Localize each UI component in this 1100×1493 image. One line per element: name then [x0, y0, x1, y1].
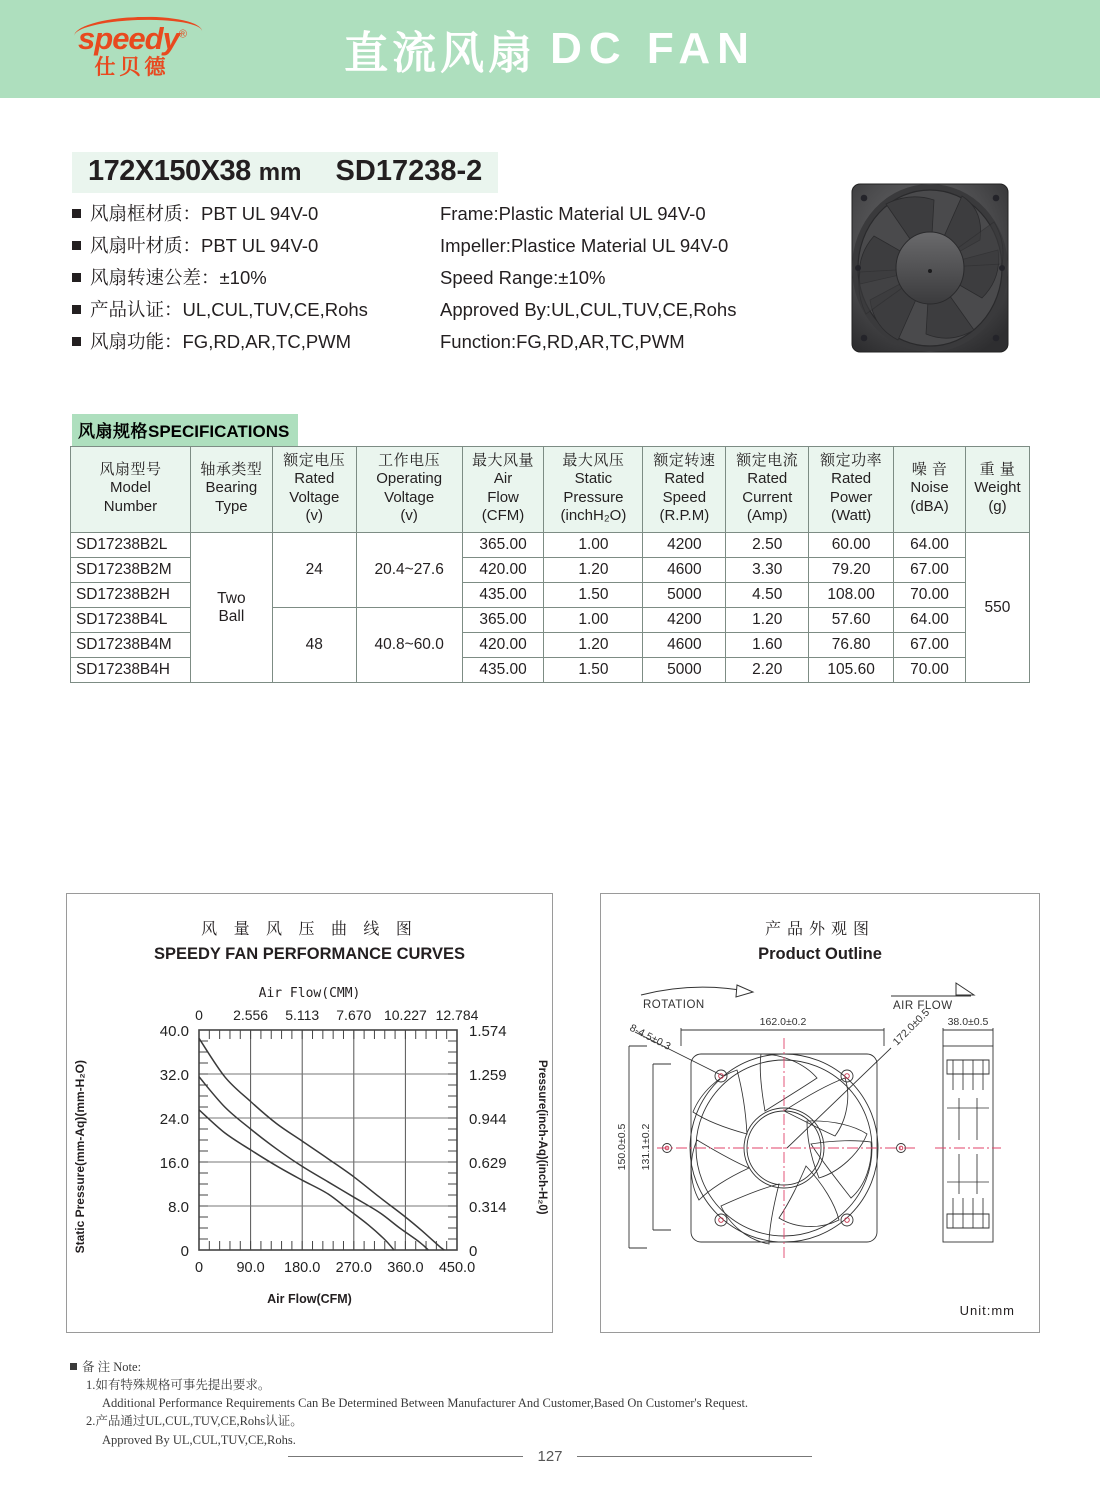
cell-static-pressure: 1.50: [544, 658, 643, 683]
col-header-en: (inchH₂O): [560, 506, 627, 524]
col-header-noise: [894, 447, 966, 533]
col-header-en: Model: [110, 479, 151, 497]
col-header-air-flow: [462, 447, 544, 533]
cell-rated-power: 79.20: [809, 558, 894, 583]
notes-heading-cn: 备 注: [82, 1360, 111, 1374]
dim-holes-label: 8-4.5±0.3: [627, 1021, 673, 1053]
svg-text:16.0: 16.0: [159, 1155, 189, 1172]
spec-label-cn: 风扇转速公差：±10%: [90, 267, 267, 288]
dim-height-label: 150.0±0.5: [616, 1123, 628, 1171]
cell-rated-power: 60.00: [809, 533, 894, 558]
col-header-en: Bearing: [205, 479, 258, 497]
dim-diagonal-label: 172.0±0.5: [890, 1006, 933, 1049]
cell-static-pressure: 1.20: [544, 558, 643, 583]
svg-text:0: 0: [469, 1243, 478, 1260]
cell-air-flow: 365.00: [462, 533, 544, 558]
chart-y-axis-label-left: Static Pressure(mm-Aq)(mm-H₂O): [73, 1060, 87, 1254]
spec-label-en: Frame:Plastic Material UL 94V-0: [440, 203, 706, 224]
page-header: [0, 0, 1100, 98]
col-header-cn: 重 量: [979, 461, 1016, 479]
note-item-1-en: Additional Performance Requirements Can Be Determined Between Manufacturer And Customer,Based On Customer's Request.: [102, 1396, 749, 1411]
svg-text:7.670: 7.670: [336, 1007, 372, 1023]
cell-rated-speed: 4600: [643, 633, 726, 658]
spec-label-en: Speed Range:±10%: [440, 267, 606, 288]
logo-word-text: speedy: [78, 20, 179, 56]
spec-table-title-cn: 风扇规格: [78, 422, 148, 441]
cell-model: SD17238B2H: [71, 583, 191, 608]
spec-label-en: Function:FG,RD,AR,TC,PWM: [440, 331, 685, 352]
cell-air-flow: 435.00: [462, 583, 544, 608]
cell-rated-current: 3.30: [726, 558, 809, 583]
col-header-en: Noise: [910, 479, 949, 497]
col-header-en: Air: [493, 470, 513, 488]
note-item-2-en: Approved By UL,CUL,TUV,CE,Rohs.: [102, 1432, 296, 1447]
svg-text:180.0: 180.0: [284, 1260, 321, 1276]
col-header-rated-current: [726, 447, 809, 533]
col-header-cn: 最大风量: [472, 452, 535, 469]
col-header-cn: 最大风压: [562, 452, 625, 469]
col-header-cn: 噪 音: [911, 461, 948, 479]
col-header-en: Rated: [831, 470, 872, 488]
bearing-line1: Two: [217, 589, 246, 607]
table-header-row: [71, 447, 1030, 533]
spec-label-cn: 风扇叶材质：PBT UL 94V-0: [90, 235, 319, 256]
col-header-en: Type: [215, 497, 248, 515]
spec-row: [72, 232, 792, 264]
dim-depth-label: 38.0±0.5: [947, 1016, 989, 1028]
col-header-en: Speed: [662, 488, 707, 506]
page-footer: [0, 1448, 1100, 1465]
col-header-en: (v): [400, 506, 418, 524]
cell-bearing-type: [190, 533, 272, 683]
performance-chart-svg: [67, 964, 554, 1304]
col-header-cn: 轴承类型: [200, 461, 263, 479]
col-header-en: Flow: [487, 488, 519, 506]
col-header-rated-power: [809, 447, 894, 533]
col-header-en: Operating: [376, 470, 443, 488]
col-header-model: [71, 447, 191, 533]
spec-table-title-en: SPECIFICATIONS: [148, 422, 290, 441]
cell-noise: 70.00: [894, 583, 966, 608]
svg-text:1.574: 1.574: [469, 1023, 507, 1040]
cell-rated-current: 4.50: [726, 583, 809, 608]
cell-rated-speed: 4200: [643, 533, 726, 558]
col-header-en: Rated: [294, 470, 335, 488]
notes-block: [70, 1358, 970, 1449]
col-header-cn: 工作电压: [378, 452, 441, 469]
col-header-cn: 额定转速: [653, 452, 716, 469]
spec-label-en: Approved By:UL,CUL,TUV,CE,Rohs: [440, 299, 737, 320]
cell-weight: 550: [965, 533, 1029, 683]
bullet-square-icon: [72, 209, 81, 218]
footer-rule-left: [288, 1456, 523, 1457]
svg-text:0.629: 0.629: [469, 1155, 507, 1172]
svg-text:270.0: 270.0: [335, 1260, 372, 1276]
footer-rule-right: [577, 1456, 812, 1457]
svg-text:32.0: 32.0: [159, 1067, 189, 1084]
cell-noise: 67.00: [894, 558, 966, 583]
col-header-rated-voltage: [272, 447, 356, 533]
svg-text:450.0: 450.0: [438, 1260, 476, 1276]
cell-rated-speed: 4600: [643, 558, 726, 583]
svg-text:10.227: 10.227: [383, 1007, 427, 1023]
page-number: 127: [537, 1448, 563, 1465]
model-banner: [72, 152, 498, 193]
col-header-cn: 风扇型号: [99, 461, 162, 479]
bullet-square-icon: [72, 337, 81, 346]
cell-air-flow: 365.00: [462, 608, 544, 633]
col-header-en: Pressure: [563, 488, 624, 506]
chart-y-axis-label-right: Pressure(inch-Aq)(inch-H₂0): [536, 1060, 548, 1215]
col-header-bearing: [190, 447, 272, 533]
col-header-en: Voltage: [289, 488, 340, 506]
svg-text:90.0: 90.0: [236, 1260, 265, 1276]
outline-drawing: [601, 968, 1039, 1328]
chart-title-en: SPEEDY FAN PERFORMANCE CURVES: [153, 945, 466, 963]
col-header-en: Weight: [974, 479, 1021, 497]
product-outline-panel: [600, 893, 1040, 1333]
col-header-en: Rated: [747, 470, 788, 488]
table-row: [71, 533, 1030, 558]
spec-row: [72, 328, 792, 360]
cell-rated-current: 1.60: [726, 633, 809, 658]
spec-label-en: Impeller:Plastice Material UL 94V-0: [440, 235, 729, 256]
col-header-en: (dBA): [910, 497, 949, 515]
product-model-number: SD17238-2: [335, 155, 483, 187]
cell-model: SD17238B4M: [71, 633, 191, 658]
svg-text:0: 0: [194, 1260, 204, 1276]
chart-top-axis-label: Air Flow(CMM): [258, 986, 361, 1001]
cell-air-flow: 420.00: [462, 558, 544, 583]
cell-air-flow: 435.00: [462, 658, 544, 683]
col-header-en: Rated: [664, 470, 705, 488]
bullet-square-icon: [72, 305, 81, 314]
product-dimensions: 172X150X38: [88, 155, 251, 187]
col-header-en: Static: [574, 470, 613, 488]
col-header-en: (CFM): [481, 506, 525, 524]
svg-text:24.0: 24.0: [159, 1111, 189, 1128]
col-header-en: Number: [103, 497, 158, 515]
svg-text:1.259: 1.259: [469, 1067, 507, 1084]
cell-static-pressure: 1.20: [544, 633, 643, 658]
svg-text:0.314: 0.314: [469, 1199, 507, 1216]
cell-rated-speed: 5000: [643, 658, 726, 683]
col-header-cn: 额定电流: [736, 452, 799, 469]
col-header-en: Voltage: [384, 488, 435, 506]
svg-text:0.944: 0.944: [469, 1111, 507, 1128]
spec-label-cn: 产品认证：UL,CUL,TUV,CE,Rohs: [90, 299, 368, 320]
spec-label-cn: 风扇框材质：PBT UL 94V-0: [90, 203, 319, 224]
svg-text:2.556: 2.556: [233, 1007, 269, 1023]
cell-model: SD17238B2L: [71, 533, 191, 558]
spec-table-title: [72, 414, 298, 446]
cell-noise: 64.00: [894, 608, 966, 633]
cell-rated-current: 2.20: [726, 658, 809, 683]
note-item-2-cn: 2.产品通过UL,CUL,TUV,CE,Rohs认证。: [86, 1414, 303, 1429]
cell-static-pressure: 1.50: [544, 583, 643, 608]
col-header-static-pressure: [544, 447, 643, 533]
col-header-en: (g): [988, 497, 1007, 515]
cell-model: SD17238B4H: [71, 658, 191, 683]
cell-rated-voltage: 48: [272, 608, 356, 683]
col-header-en: (Amp): [746, 506, 788, 524]
bearing-line2: Ball: [218, 607, 245, 625]
cell-rated-power: 108.00: [809, 583, 894, 608]
chart-x-axis-label: Air Flow(CFM): [267, 1292, 352, 1306]
outline-title-en: Product Outline: [758, 945, 882, 963]
page-title: [0, 0, 1100, 98]
cell-rated-power: 57.60: [809, 608, 894, 633]
cell-model: SD17238B4L: [71, 608, 191, 633]
col-header-cn: 额定功率: [820, 452, 883, 469]
cell-noise: 64.00: [894, 533, 966, 558]
logo-chinese-name: 仕贝德: [94, 55, 170, 79]
cell-rated-current: 2.50: [726, 533, 809, 558]
svg-text:0: 0: [180, 1243, 189, 1260]
chart-title-cn: 风 量 风 压 曲 线 图: [201, 921, 418, 938]
col-header-weight: [965, 447, 1029, 533]
col-header-en: (v): [305, 506, 324, 524]
col-header-en: (Watt): [831, 506, 872, 524]
cell-rated-power: 105.60: [809, 658, 894, 683]
bullet-square-icon: [70, 1363, 77, 1370]
svg-text:0: 0: [195, 1007, 203, 1023]
col-header-operating-voltage: [356, 447, 462, 533]
rotation-label: ROTATION: [643, 999, 705, 1011]
cell-noise: 70.00: [894, 658, 966, 683]
chart-area: [67, 964, 552, 1304]
cell-air-flow: 420.00: [462, 633, 544, 658]
cell-static-pressure: 1.00: [544, 533, 643, 558]
svg-text:360.0: 360.0: [387, 1260, 424, 1276]
col-header-en: (R.P.M): [659, 506, 710, 524]
col-header-rated-speed: [643, 447, 726, 533]
product-spec-list: [72, 200, 792, 360]
cell-static-pressure: 1.00: [544, 608, 643, 633]
cell-rated-speed: 5000: [643, 583, 726, 608]
note-item-1-cn: 1.如有特殊规格可事先提出要求。: [86, 1378, 271, 1393]
cell-rated-voltage: 24: [272, 533, 356, 608]
bullet-square-icon: [72, 273, 81, 282]
product-photo: [812, 168, 1052, 368]
performance-curve-panel: [66, 893, 553, 1333]
bullet-square-icon: [72, 241, 81, 250]
notes-heading-en: Note:: [113, 1360, 142, 1374]
outline-title-cn: 产品外观图: [764, 921, 875, 938]
col-header-en: Current: [742, 488, 793, 506]
page-title-cn: 直流风扇: [344, 29, 537, 78]
spec-row: [72, 264, 792, 296]
svg-text:12.784: 12.784: [435, 1007, 479, 1023]
page-title-en: DC FAN: [550, 24, 756, 73]
dim-hole-pitch-label: 131.1±0.2: [640, 1123, 652, 1171]
cell-model: SD17238B2M: [71, 558, 191, 583]
dimension-unit: mm: [258, 159, 302, 186]
registered-mark-icon: ®: [178, 28, 186, 41]
cell-rated-power: 76.80: [809, 633, 894, 658]
specifications-table: [70, 446, 1030, 683]
spec-label-cn: 风扇功能：FG,RD,AR,TC,PWM: [90, 331, 352, 352]
cell-operating-voltage: 40.8~60.0: [356, 608, 462, 683]
spec-row: [72, 200, 792, 232]
notes-heading: [70, 1358, 970, 1376]
cell-rated-current: 1.20: [726, 608, 809, 633]
cell-operating-voltage: 20.4~27.6: [356, 533, 462, 608]
svg-text:40.0: 40.0: [159, 1023, 189, 1040]
cell-rated-speed: 4200: [643, 608, 726, 633]
col-header-en: Power: [829, 488, 873, 506]
svg-text:8.0: 8.0: [168, 1199, 189, 1216]
svg-text:5.113: 5.113: [285, 1007, 320, 1023]
dim-width-label: 162.0±0.2: [759, 1016, 807, 1028]
cell-noise: 67.00: [894, 633, 966, 658]
col-header-cn: 额定电压: [283, 452, 346, 469]
airflow-label: AIR FLOW: [893, 1000, 953, 1012]
unit-note: Unit:mm: [959, 1303, 1015, 1318]
spec-row: [72, 296, 792, 328]
